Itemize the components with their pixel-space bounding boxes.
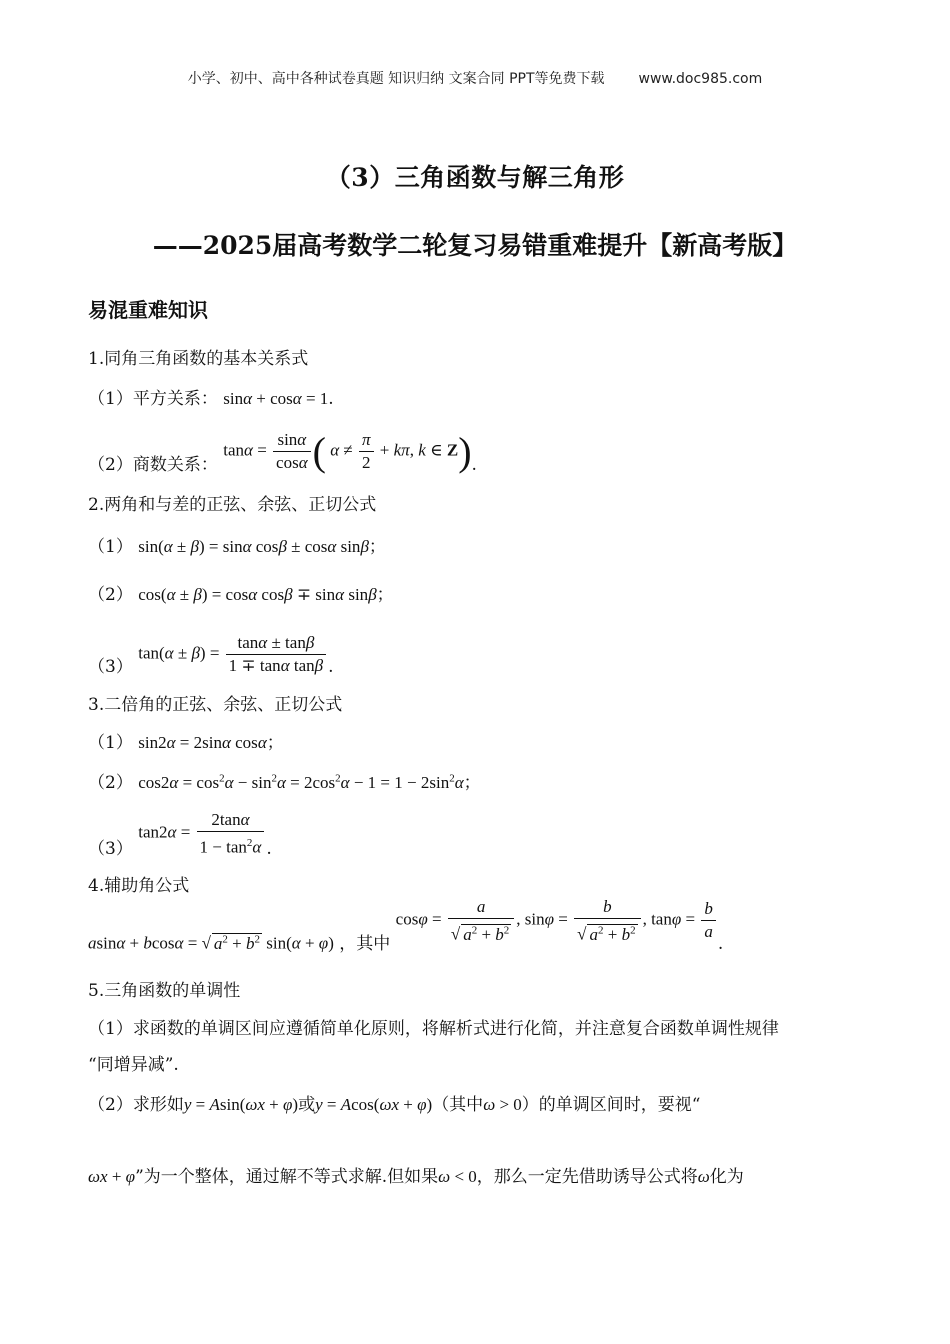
- item1-heading: 1.同角三角函数的基本关系式: [88, 349, 309, 369]
- header-text: 小学、初中、高中各种试卷真题 知识归纳 文案合同 PPT等免费下载: [187, 71, 605, 87]
- item3-tan-double: （3） tan2α = $\frac{2\tan\alpha}{1 - \tan^2\alpha}$ .: [88, 810, 272, 859]
- formula-cos-double: $\cos 2\alpha = \cos^2\alpha - \sin^2\alpha = 2\cos^2\alpha - 1 = 1 - 2\sin^2\alpha$: [138, 772, 464, 792]
- formula-tan-sum: tan(α ± β) = $\frac{\tan\alpha \pm \tan\beta}{\text{1 ∓ tanα tanβ}}$: [138, 632, 328, 677]
- item2-heading: 2.两角和与差的正弦、余弦、正切公式: [88, 495, 377, 515]
- item2-cos-sum: （2） cos(α ± β) = cosα cosβ ∓ sinα sinβ；: [88, 585, 394, 605]
- formula-auxiliary-phi: cosφ = $\frac{a}{√ a^2 + b^2}$ , sinφ = $\frac{b}{√ a^2 + b^2}$ , tanφ = $\frac{b}{a}$: [396, 896, 718, 946]
- formula-omega-negative: ω < 0: [438, 1167, 477, 1186]
- formula-omega-positive: ω > 0: [483, 1095, 522, 1114]
- formula-quotient-relation: tanα = $\frac{\sin\alpha}{\cos\alpha}$ ( α ≠ $\frac{\pi}{2}$ + kπ, k ∈ Z): [223, 429, 472, 474]
- section-heading: 易混重难知识: [88, 298, 208, 322]
- formula-y-sin: y = Asin(ωx + φ): [183, 1095, 299, 1114]
- formula-sin-sum: sin(α ± β) = sinα cosβ ± cosα sinβ: [138, 537, 369, 556]
- item4-auxiliary-formula: asinα + bcosα = √ $a^2 + b^2$ sin(α + φ) ，其中 cosφ = $\frac{a}{√ a^2 + b^2}$ , sinφ = $\frac{b}{√ a^2 + b^2}$ , tanφ = $\frac{b}{a}$ .: [88, 897, 724, 954]
- formula-square-relation: sinα + cosα = 1: [223, 389, 329, 408]
- item3-cos-double: （2） $\cos 2\alpha = \cos^2\alpha - \sin^2\alpha = 2\cos^2\alpha - 1 = 1 - 2\sin^2\alpha$；: [88, 772, 481, 793]
- item3-sin-double: （1） sin2α = 2sinα cosα；: [88, 733, 284, 753]
- header-url[interactable]: www.doc985.com: [638, 71, 763, 87]
- formula-y-cos: y = Acos(ωx + φ): [315, 1095, 433, 1114]
- doc-subtitle: ——2025届高考数学二轮复习易错重难提升【新高考版】: [152, 231, 798, 260]
- item1-p2-label: （2）商数关系：: [88, 455, 218, 475]
- item4-heading: 4.辅助角公式: [88, 876, 190, 896]
- formula-omega-x-phi: ωx + φ: [88, 1167, 136, 1186]
- item5-p1-line1: （1）求函数的单调区间应遵循简单化原则，将解析式进行化简，并注意复合函数单调性规律: [88, 1019, 779, 1039]
- item2-sin-sum: （1） sin(α ± β) = sinα cosβ ± cosα sinβ；: [88, 537, 386, 557]
- item1-quotient-relation: （2）商数关系： tanα = $\frac{\sin\alpha}{\cos\alpha}$ ( α ≠ $\frac{\pi}{2}$ + kπ, k ∈ Z).: [88, 418, 477, 474]
- formula-sin-double: sin2α = 2sinα cosα: [138, 733, 267, 752]
- formula-cos-sum: cos(α ± β) = cosα cosβ ∓ sinα sinβ: [138, 585, 377, 604]
- formula-tan-double: tan2α = $\frac{2\tan\alpha}{1 - \tan^2\alpha}$: [138, 809, 266, 859]
- item5-heading: 5.三角函数的单调性: [88, 981, 241, 1001]
- item2-tan-sum: （3） tan(α ± β) = $\frac{\tan\alpha \pm \tan\beta}{\text{1 ∓ tanα tanβ}}$ .: [88, 633, 334, 677]
- page-header: [0, 68, 950, 88]
- item1-p1-label: （1）平方关系：: [88, 389, 218, 409]
- item5-p2: （2）求形如y = Asin(ωx + φ)或y = Acos(ωx + φ)（其中ω > 0）的单调区间时，要视“: [88, 1095, 701, 1115]
- item5-p1-line2: “同增异减”.: [88, 1055, 179, 1075]
- formula-omega: ω: [697, 1167, 710, 1186]
- item1-square-relation: （1）平方关系： sinα + cosα = 1.: [88, 389, 334, 409]
- doc-title: （3）三角函数与解三角形: [325, 163, 625, 192]
- formula-auxiliary-angle: asinα + bcosα = √ $a^2 + b^2$ sin(α + φ): [88, 933, 334, 953]
- item5-p3: ωx + φ”为一个整体，通过解不等式求解.但如果ω < 0，那么一定先借助诱导公式将ω化为: [88, 1167, 744, 1187]
- item3-heading: 3.二倍角的正弦、余弦、正切公式: [88, 695, 343, 715]
